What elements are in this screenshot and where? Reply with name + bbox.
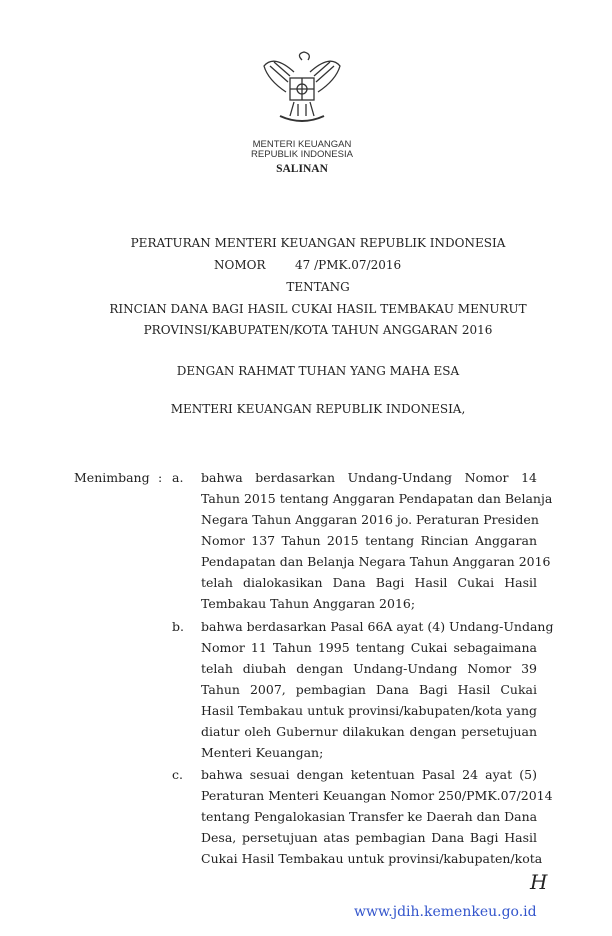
item-line-text: Peraturan Menteri Keuangan Nomor 250/PMK.07/2014	[201, 788, 553, 803]
item-mark: b.	[172, 619, 184, 634]
item-line	[201, 512, 537, 527]
subject-line1: RINCIAN DANA BAGI HASIL CUKAI HASIL TEMBAKAU MENURUT	[109, 302, 527, 316]
item-line	[201, 619, 554, 634]
header-line1: MENTERI KEUANGAN	[252, 139, 352, 150]
menimbang-label: Menimbang	[74, 470, 150, 485]
item-line	[201, 596, 537, 611]
item-line	[201, 745, 537, 760]
item-line	[201, 724, 537, 739]
item-line-text: Nomor 137 Tahun 2015 tentang Rincian Anggaran	[201, 533, 537, 548]
item-line	[201, 470, 537, 485]
item-line	[201, 554, 551, 569]
item-line-text: Tahun 2007, pembagian Dana Bagi Hasil Cukai	[201, 682, 537, 697]
item-line-text: Cukai Hasil Tembakau untuk provinsi/kabupaten/kota	[201, 851, 543, 866]
item-line-text: diatur oleh Gubernur dilakukan dengan persetujuan	[201, 724, 537, 739]
item-line-text: tentang Pengalokasian Transfer ke Daerah dan Dana	[201, 809, 538, 824]
item-line-text: Desa, persetujuan atas pembagian Dana Bagi Hasil	[201, 830, 537, 845]
item-line	[201, 575, 537, 590]
item-line-text: bahwa berdasarkan Undang-Undang Nomor 14	[201, 470, 537, 485]
item-line-text: Negara Tahun Anggaran 2016 jo. Peraturan Presiden	[201, 512, 539, 527]
nomor-label: NOMOR	[214, 258, 266, 272]
item-mark: a.	[172, 470, 184, 485]
item-line-text: Tembakau Tahun Anggaran 2016;	[201, 596, 416, 611]
subject-line2: PROVINSI/KABUPATEN/KOTA TAHUN ANGGARAN 2016	[143, 323, 493, 337]
tentang: TENTANG	[286, 280, 350, 294]
garuda-emblem-icon	[262, 50, 342, 132]
item-line	[201, 491, 553, 506]
authority: MENTERI KEUANGAN REPUBLIK INDONESIA,	[170, 402, 466, 416]
item-line-text: Nomor 11 Tahun 1995 tentang Cukai sebagaimana	[201, 640, 537, 655]
item-mark: c.	[172, 767, 183, 782]
item-line-text: telah diubah dengan Undang-Undang Nomor 39	[201, 661, 537, 676]
item-line	[201, 851, 543, 866]
header-line2: REPUBLIK INDONESIA	[251, 149, 353, 160]
item-line-text: bahwa berdasarkan Pasal 66A ayat (4) Undang-Undang	[201, 619, 554, 634]
item-line-text: Hasil Tembakau untuk provinsi/kabupaten/kota yang	[201, 703, 537, 718]
item-line-text: telah dialokasikan Dana Bagi Hasil Cukai Hasil	[201, 575, 537, 590]
nomor-value: 47 /PMK.07/2016	[295, 258, 402, 272]
item-line-text: bahwa sesuai dengan ketentuan Pasal 24 ayat (5)	[201, 767, 537, 782]
item-line-text: Tahun 2015 tentang Anggaran Pendapatan dan Belanja	[201, 491, 553, 506]
item-line	[201, 830, 537, 845]
item-line	[201, 682, 537, 697]
menimbang-colon: :	[158, 470, 163, 485]
paraf-initial: H	[530, 870, 548, 894]
item-line	[201, 533, 537, 548]
item-line-text: Pendapatan dan Belanja Negara Tahun Anggaran 2016	[201, 554, 551, 569]
invocation: DENGAN RAHMAT TUHAN YANG MAHA ESA	[176, 364, 460, 378]
item-line	[201, 767, 537, 782]
item-line	[201, 640, 537, 655]
item-line	[201, 661, 537, 676]
regulation-title: PERATURAN MENTERI KEUANGAN REPUBLIK INDONESIA	[130, 236, 506, 250]
item-line	[201, 788, 553, 803]
item-line	[201, 703, 537, 718]
item-line	[201, 809, 537, 824]
salinan-stamp: SALINAN	[276, 163, 328, 175]
item-line-text: Menteri Keuangan;	[201, 745, 324, 760]
jdih-url[interactable]: www.jdih.kemenkeu.go.id	[354, 904, 537, 920]
